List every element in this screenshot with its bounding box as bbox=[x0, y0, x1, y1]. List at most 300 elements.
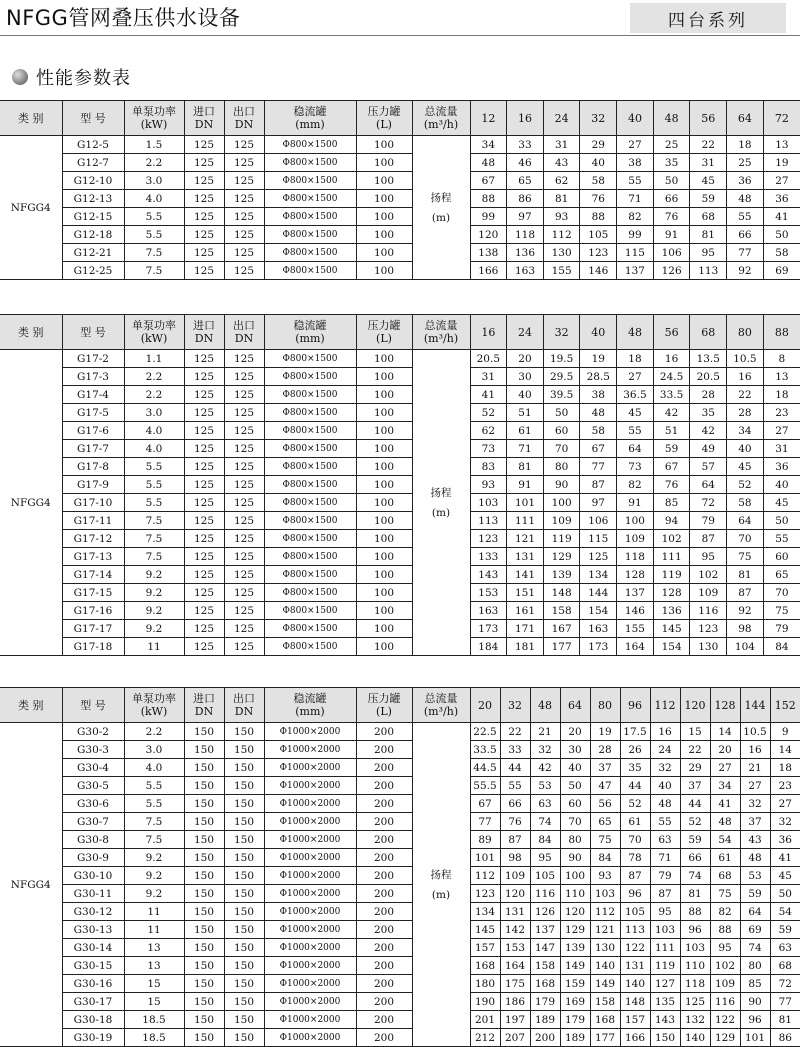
table-row bbox=[0, 638, 800, 656]
col-header-pressure-tank: 压力罐 (L) bbox=[356, 688, 412, 723]
head-value-cell: 66 bbox=[653, 190, 690, 208]
tank-cell: Φ800×1500 bbox=[264, 190, 356, 208]
head-value-cell: 34 bbox=[710, 777, 740, 795]
table-row bbox=[0, 422, 800, 440]
head-value-cell: 119 bbox=[653, 566, 690, 584]
model-cell: G30-5 bbox=[62, 777, 124, 795]
head-value-cell: 47 bbox=[590, 777, 620, 795]
head-value-cell: 88 bbox=[680, 903, 710, 921]
head-value-cell: 78 bbox=[620, 849, 650, 867]
inlet-cell: 125 bbox=[184, 190, 224, 208]
table-row bbox=[0, 566, 800, 584]
head-value-cell: 154 bbox=[580, 602, 617, 620]
head-value-cell: 146 bbox=[580, 262, 617, 280]
col-header-flow: 32 bbox=[543, 315, 580, 350]
pressure-tank-cell: 100 bbox=[356, 530, 412, 548]
outlet-cell: 125 bbox=[224, 602, 264, 620]
tank-cell: Φ1000×2000 bbox=[264, 885, 356, 903]
head-value-cell: 80 bbox=[560, 831, 590, 849]
head-value-cell: 64 bbox=[727, 512, 764, 530]
model-cell: G30-12 bbox=[62, 903, 124, 921]
inlet-cell: 125 bbox=[184, 602, 224, 620]
head-value-cell: 83 bbox=[470, 458, 507, 476]
head-value-cell: 66 bbox=[680, 849, 710, 867]
tank-cell: Φ800×1500 bbox=[264, 422, 356, 440]
outlet-cell: 150 bbox=[224, 939, 264, 957]
pressure-tank-cell: 100 bbox=[356, 386, 412, 404]
model-cell: G17-13 bbox=[62, 548, 124, 566]
head-value-cell: 142 bbox=[500, 921, 530, 939]
head-value-cell: 120 bbox=[560, 903, 590, 921]
head-value-cell: 48 bbox=[710, 813, 740, 831]
model-cell: G30-7 bbox=[62, 813, 124, 831]
head-value-cell: 69 bbox=[740, 921, 770, 939]
head-value-cell: 112 bbox=[543, 226, 580, 244]
table-row bbox=[0, 476, 800, 494]
power-cell: 4.0 bbox=[124, 440, 184, 458]
pressure-tank-cell: 100 bbox=[356, 476, 412, 494]
head-value-cell: 90 bbox=[560, 849, 590, 867]
head-value-cell: 55 bbox=[500, 777, 530, 795]
head-value-cell: 44 bbox=[500, 759, 530, 777]
tank-cell: Φ800×1500 bbox=[264, 602, 356, 620]
head-value-cell: 96 bbox=[620, 885, 650, 903]
head-value-cell: 137 bbox=[530, 921, 560, 939]
power-cell: 5.5 bbox=[124, 458, 184, 476]
head-value-cell: 52 bbox=[680, 813, 710, 831]
outlet-cell: 125 bbox=[224, 422, 264, 440]
head-value-cell: 74 bbox=[530, 813, 560, 831]
head-value-cell: 123 bbox=[580, 244, 617, 262]
head-value-cell: 158 bbox=[543, 602, 580, 620]
tank-cell: Φ800×1500 bbox=[264, 136, 356, 154]
power-cell: 9.2 bbox=[124, 584, 184, 602]
head-value-cell: 37 bbox=[680, 777, 710, 795]
pressure-tank-cell: 200 bbox=[356, 957, 412, 975]
head-value-cell: 75 bbox=[710, 885, 740, 903]
head-value-cell: 131 bbox=[507, 548, 544, 566]
outlet-cell: 150 bbox=[224, 831, 264, 849]
head-value-cell: 93 bbox=[543, 208, 580, 226]
head-value-cell: 64 bbox=[690, 476, 727, 494]
power-cell: 9.2 bbox=[124, 849, 184, 867]
head-value-cell: 31 bbox=[470, 368, 507, 386]
tank-cell: Φ800×1500 bbox=[264, 154, 356, 172]
pressure-tank-cell: 200 bbox=[356, 777, 412, 795]
head-value-cell: 48 bbox=[740, 849, 770, 867]
outlet-cell: 150 bbox=[224, 1011, 264, 1029]
col-header-flow: 32 bbox=[580, 101, 617, 136]
outlet-cell: 150 bbox=[224, 723, 264, 741]
head-value-cell: 139 bbox=[560, 939, 590, 957]
head-value-cell: 36 bbox=[727, 172, 764, 190]
pressure-tank-cell: 100 bbox=[356, 350, 412, 368]
head-value-cell: 32 bbox=[740, 795, 770, 813]
col-header-flow: 88 bbox=[763, 315, 800, 350]
head-value-cell: 35 bbox=[620, 759, 650, 777]
col-header-model: 型 号 bbox=[62, 688, 124, 723]
outlet-cell: 150 bbox=[224, 975, 264, 993]
outlet-cell: 150 bbox=[224, 903, 264, 921]
head-value-cell: 120 bbox=[500, 885, 530, 903]
head-value-cell: 51 bbox=[507, 404, 544, 422]
head-value-cell: 77 bbox=[580, 458, 617, 476]
head-value-cell: 201 bbox=[470, 1011, 500, 1029]
power-cell: 11 bbox=[124, 903, 184, 921]
tank-cell: Φ1000×2000 bbox=[264, 957, 356, 975]
col-header-flow: 16 bbox=[470, 315, 507, 350]
col-header-outlet: 出口 DN bbox=[224, 315, 264, 350]
head-value-cell: 50 bbox=[763, 226, 800, 244]
inlet-cell: 125 bbox=[184, 494, 224, 512]
tank-cell: Φ800×1500 bbox=[264, 226, 356, 244]
table-header-row bbox=[0, 315, 800, 350]
pressure-tank-cell: 100 bbox=[356, 154, 412, 172]
head-value-cell: 155 bbox=[617, 620, 654, 638]
table-header-row bbox=[0, 101, 800, 136]
table-row bbox=[0, 759, 800, 777]
head-value-cell: 51 bbox=[653, 422, 690, 440]
inlet-cell: 125 bbox=[184, 548, 224, 566]
head-value-cell: 115 bbox=[617, 244, 654, 262]
head-value-cell: 95 bbox=[650, 903, 680, 921]
pressure-tank-cell: 200 bbox=[356, 885, 412, 903]
head-value-cell: 74 bbox=[680, 867, 710, 885]
section-title: 性能参数表 bbox=[36, 68, 131, 89]
head-value-cell: 131 bbox=[500, 903, 530, 921]
outlet-cell: 125 bbox=[224, 620, 264, 638]
head-value-cell: 19 bbox=[763, 154, 800, 172]
head-value-cell: 144 bbox=[580, 584, 617, 602]
head-value-cell: 53 bbox=[740, 867, 770, 885]
head-value-cell: 45 bbox=[763, 494, 800, 512]
head-value-cell: 65 bbox=[590, 813, 620, 831]
head-value-cell: 80 bbox=[543, 458, 580, 476]
head-value-cell: 82 bbox=[617, 476, 654, 494]
head-value-cell: 166 bbox=[620, 1029, 650, 1047]
head-value-cell: 130 bbox=[543, 244, 580, 262]
col-header-tank: 稳流罐 (mm) bbox=[264, 101, 356, 136]
head-value-cell: 38 bbox=[617, 154, 654, 172]
power-cell: 7.5 bbox=[124, 813, 184, 831]
head-value-cell: 44 bbox=[620, 777, 650, 795]
model-cell: G30-19 bbox=[62, 1029, 124, 1047]
inlet-cell: 150 bbox=[184, 1029, 224, 1047]
head-value-cell: 99 bbox=[617, 226, 654, 244]
head-value-cell: 118 bbox=[617, 548, 654, 566]
col-header-pressure-tank: 压力罐 (L) bbox=[356, 101, 412, 136]
tank-cell: Φ1000×2000 bbox=[264, 741, 356, 759]
tank-cell: Φ800×1500 bbox=[264, 368, 356, 386]
head-value-cell: 29 bbox=[680, 759, 710, 777]
head-value-cell: 58 bbox=[763, 244, 800, 262]
head-value-cell: 16 bbox=[740, 741, 770, 759]
col-header-pressure-tank: 压力罐 (L) bbox=[356, 315, 412, 350]
head-value-cell: 13.5 bbox=[690, 350, 727, 368]
power-cell: 13 bbox=[124, 939, 184, 957]
head-value-cell: 50 bbox=[560, 777, 590, 795]
power-cell: 2.2 bbox=[124, 723, 184, 741]
inlet-cell: 150 bbox=[184, 939, 224, 957]
col-header-outlet: 出口 DN bbox=[224, 688, 264, 723]
head-value-cell: 166 bbox=[470, 262, 507, 280]
head-value-cell: 88 bbox=[470, 190, 507, 208]
power-cell: 9.2 bbox=[124, 602, 184, 620]
head-value-cell: 20 bbox=[507, 350, 544, 368]
head-value-cell: 121 bbox=[590, 921, 620, 939]
head-value-cell: 48 bbox=[650, 795, 680, 813]
head-value-cell: 39.5 bbox=[543, 386, 580, 404]
head-value-cell: 111 bbox=[507, 512, 544, 530]
head-value-cell: 118 bbox=[507, 226, 544, 244]
outlet-cell: 125 bbox=[224, 350, 264, 368]
model-cell: G30-13 bbox=[62, 921, 124, 939]
head-value-cell: 87 bbox=[500, 831, 530, 849]
table-row bbox=[0, 350, 800, 368]
head-value-cell: 93 bbox=[590, 867, 620, 885]
head-value-cell: 67 bbox=[470, 172, 507, 190]
outlet-cell: 125 bbox=[224, 208, 264, 226]
head-value-cell: 59 bbox=[740, 885, 770, 903]
head-value-cell: 103 bbox=[470, 494, 507, 512]
head-value-cell: 23 bbox=[763, 404, 800, 422]
inlet-cell: 150 bbox=[184, 813, 224, 831]
head-value-cell: 92 bbox=[727, 602, 764, 620]
outlet-cell: 125 bbox=[224, 476, 264, 494]
head-value-cell: 65 bbox=[763, 566, 800, 584]
table-row bbox=[0, 903, 800, 921]
head-value-cell: 29 bbox=[580, 136, 617, 154]
head-value-cell: 53 bbox=[530, 777, 560, 795]
head-value-cell: 28.5 bbox=[580, 368, 617, 386]
head-value-cell: 22 bbox=[680, 741, 710, 759]
head-value-cell: 94 bbox=[653, 512, 690, 530]
header-divider bbox=[0, 35, 800, 36]
tank-cell: Φ1000×2000 bbox=[264, 921, 356, 939]
head-value-cell: 27 bbox=[617, 368, 654, 386]
inlet-cell: 125 bbox=[184, 404, 224, 422]
col-header-flow: 56 bbox=[653, 315, 690, 350]
model-cell: G17-11 bbox=[62, 512, 124, 530]
head-value-cell: 85 bbox=[740, 975, 770, 993]
outlet-cell: 150 bbox=[224, 921, 264, 939]
pressure-tank-cell: 100 bbox=[356, 244, 412, 262]
power-cell: 11 bbox=[124, 638, 184, 656]
head-value-cell: 57 bbox=[690, 458, 727, 476]
head-value-cell: 148 bbox=[620, 993, 650, 1011]
head-value-cell: 13 bbox=[763, 136, 800, 154]
head-value-cell: 10.5 bbox=[727, 350, 764, 368]
head-value-cell: 133 bbox=[470, 548, 507, 566]
head-value-cell: 157 bbox=[620, 1011, 650, 1029]
head-value-cell: 129 bbox=[710, 1029, 740, 1047]
head-value-cell: 168 bbox=[470, 957, 500, 975]
head-value-cell: 38 bbox=[580, 386, 617, 404]
head-value-cell: 33 bbox=[500, 741, 530, 759]
head-value-cell: 129 bbox=[543, 548, 580, 566]
inlet-cell: 125 bbox=[184, 638, 224, 656]
head-value-cell: 100 bbox=[543, 494, 580, 512]
power-cell: 7.5 bbox=[124, 831, 184, 849]
head-value-cell: 84 bbox=[590, 849, 620, 867]
tank-cell: Φ800×1500 bbox=[264, 566, 356, 584]
model-cell: G17-5 bbox=[62, 404, 124, 422]
head-value-cell: 103 bbox=[650, 921, 680, 939]
power-cell: 3.0 bbox=[124, 404, 184, 422]
head-value-cell: 44 bbox=[680, 795, 710, 813]
tank-cell: Φ1000×2000 bbox=[264, 795, 356, 813]
pressure-tank-cell: 100 bbox=[356, 584, 412, 602]
power-cell: 18.5 bbox=[124, 1029, 184, 1047]
power-cell: 18.5 bbox=[124, 1011, 184, 1029]
head-value-cell: 134 bbox=[470, 903, 500, 921]
inlet-cell: 125 bbox=[184, 172, 224, 190]
head-value-cell: 37 bbox=[740, 813, 770, 831]
head-value-cell: 91 bbox=[617, 494, 654, 512]
head-value-cell: 104 bbox=[727, 638, 764, 656]
tank-cell: Φ1000×2000 bbox=[264, 813, 356, 831]
head-value-cell: 77 bbox=[470, 813, 500, 831]
pressure-tank-cell: 100 bbox=[356, 422, 412, 440]
head-value-cell: 27 bbox=[740, 777, 770, 795]
head-value-cell: 19 bbox=[580, 350, 617, 368]
head-value-cell: 74 bbox=[740, 939, 770, 957]
head-value-cell: 116 bbox=[530, 885, 560, 903]
inlet-cell: 150 bbox=[184, 957, 224, 975]
head-value-cell: 135 bbox=[650, 993, 680, 1011]
model-cell: G30-4 bbox=[62, 759, 124, 777]
head-value-cell: 36.5 bbox=[617, 386, 654, 404]
head-value-cell: 97 bbox=[580, 494, 617, 512]
table-row bbox=[0, 190, 800, 208]
inlet-cell: 150 bbox=[184, 849, 224, 867]
inlet-cell: 150 bbox=[184, 777, 224, 795]
head-value-cell: 59 bbox=[680, 831, 710, 849]
head-value-cell: 63 bbox=[650, 831, 680, 849]
inlet-cell: 150 bbox=[184, 831, 224, 849]
head-value-cell: 105 bbox=[580, 226, 617, 244]
head-value-cell: 91 bbox=[507, 476, 544, 494]
inlet-cell: 125 bbox=[184, 530, 224, 548]
head-value-cell: 42 bbox=[530, 759, 560, 777]
power-cell: 1.5 bbox=[124, 136, 184, 154]
tank-cell: Φ1000×2000 bbox=[264, 939, 356, 957]
head-value-cell: 21 bbox=[740, 759, 770, 777]
model-cell: G30-10 bbox=[62, 867, 124, 885]
outlet-cell: 125 bbox=[224, 190, 264, 208]
category-cell: NFGG4 bbox=[0, 136, 62, 280]
head-value-cell: 113 bbox=[470, 512, 507, 530]
table-row bbox=[0, 458, 800, 476]
table-row bbox=[0, 136, 800, 154]
col-header-inlet: 进口 DN bbox=[184, 101, 224, 136]
head-value-cell: 75 bbox=[590, 831, 620, 849]
col-header-flow: 120 bbox=[680, 688, 710, 723]
head-value-cell: 40 bbox=[650, 777, 680, 795]
table-row bbox=[0, 813, 800, 831]
head-value-cell: 70 bbox=[560, 813, 590, 831]
inlet-cell: 150 bbox=[184, 885, 224, 903]
head-value-cell: 35 bbox=[653, 154, 690, 172]
head-value-cell: 96 bbox=[680, 921, 710, 939]
head-value-cell: 190 bbox=[470, 993, 500, 1011]
head-value-cell: 101 bbox=[470, 849, 500, 867]
col-header-power: 单泵功率 (kW) bbox=[124, 101, 184, 136]
head-value-cell: 93 bbox=[470, 476, 507, 494]
head-value-cell: 110 bbox=[560, 885, 590, 903]
head-value-cell: 79 bbox=[763, 620, 800, 638]
head-value-cell: 31 bbox=[543, 136, 580, 154]
outlet-cell: 150 bbox=[224, 795, 264, 813]
head-value-cell: 48 bbox=[580, 404, 617, 422]
power-cell: 13 bbox=[124, 957, 184, 975]
power-cell: 7.5 bbox=[124, 512, 184, 530]
head-value-cell: 132 bbox=[680, 1011, 710, 1029]
inlet-cell: 125 bbox=[184, 512, 224, 530]
head-value-cell: 18 bbox=[617, 350, 654, 368]
col-header-total-flow: 总流量 (m³/h) bbox=[412, 688, 470, 723]
inlet-cell: 150 bbox=[184, 975, 224, 993]
model-cell: G30-2 bbox=[62, 723, 124, 741]
head-value-cell: 100 bbox=[617, 512, 654, 530]
table-row bbox=[0, 957, 800, 975]
head-value-cell: 84 bbox=[763, 638, 800, 656]
head-value-cell: 181 bbox=[507, 638, 544, 656]
pressure-tank-cell: 100 bbox=[356, 208, 412, 226]
col-header-category: 类 别 bbox=[0, 315, 62, 350]
head-value-cell: 60 bbox=[543, 422, 580, 440]
head-value-cell: 73 bbox=[617, 458, 654, 476]
model-cell: G17-3 bbox=[62, 368, 124, 386]
head-value-cell: 42 bbox=[690, 422, 727, 440]
head-value-cell: 42 bbox=[653, 404, 690, 422]
head-value-cell: 19.5 bbox=[543, 350, 580, 368]
table-row bbox=[0, 262, 800, 280]
head-value-cell: 41 bbox=[470, 386, 507, 404]
head-value-cell: 139 bbox=[543, 566, 580, 584]
head-value-cell: 63 bbox=[530, 795, 560, 813]
head-value-cell: 136 bbox=[653, 602, 690, 620]
col-header-flow: 12 bbox=[470, 101, 507, 136]
head-value-cell: 61 bbox=[507, 422, 544, 440]
model-cell: G17-4 bbox=[62, 386, 124, 404]
outlet-cell: 125 bbox=[224, 404, 264, 422]
head-value-cell: 56 bbox=[590, 795, 620, 813]
tank-cell: Φ800×1500 bbox=[264, 440, 356, 458]
head-value-cell: 148 bbox=[543, 584, 580, 602]
head-value-cell: 134 bbox=[580, 566, 617, 584]
pressure-tank-cell: 200 bbox=[356, 975, 412, 993]
pressure-tank-cell: 100 bbox=[356, 566, 412, 584]
head-value-cell: 102 bbox=[690, 566, 727, 584]
head-value-cell: 14 bbox=[770, 741, 800, 759]
head-value-cell: 55 bbox=[763, 530, 800, 548]
table-row bbox=[0, 795, 800, 813]
pressure-tank-cell: 200 bbox=[356, 813, 412, 831]
outlet-cell: 125 bbox=[224, 566, 264, 584]
outlet-cell: 150 bbox=[224, 741, 264, 759]
power-cell: 4.0 bbox=[124, 190, 184, 208]
head-value-cell: 41 bbox=[763, 208, 800, 226]
pressure-tank-cell: 200 bbox=[356, 993, 412, 1011]
head-value-cell: 109 bbox=[543, 512, 580, 530]
head-value-cell: 15 bbox=[680, 723, 710, 741]
pressure-tank-cell: 100 bbox=[356, 262, 412, 280]
head-value-cell: 76 bbox=[580, 190, 617, 208]
head-value-cell: 87 bbox=[620, 867, 650, 885]
head-value-cell: 20.5 bbox=[690, 368, 727, 386]
head-value-cell: 175 bbox=[500, 975, 530, 993]
